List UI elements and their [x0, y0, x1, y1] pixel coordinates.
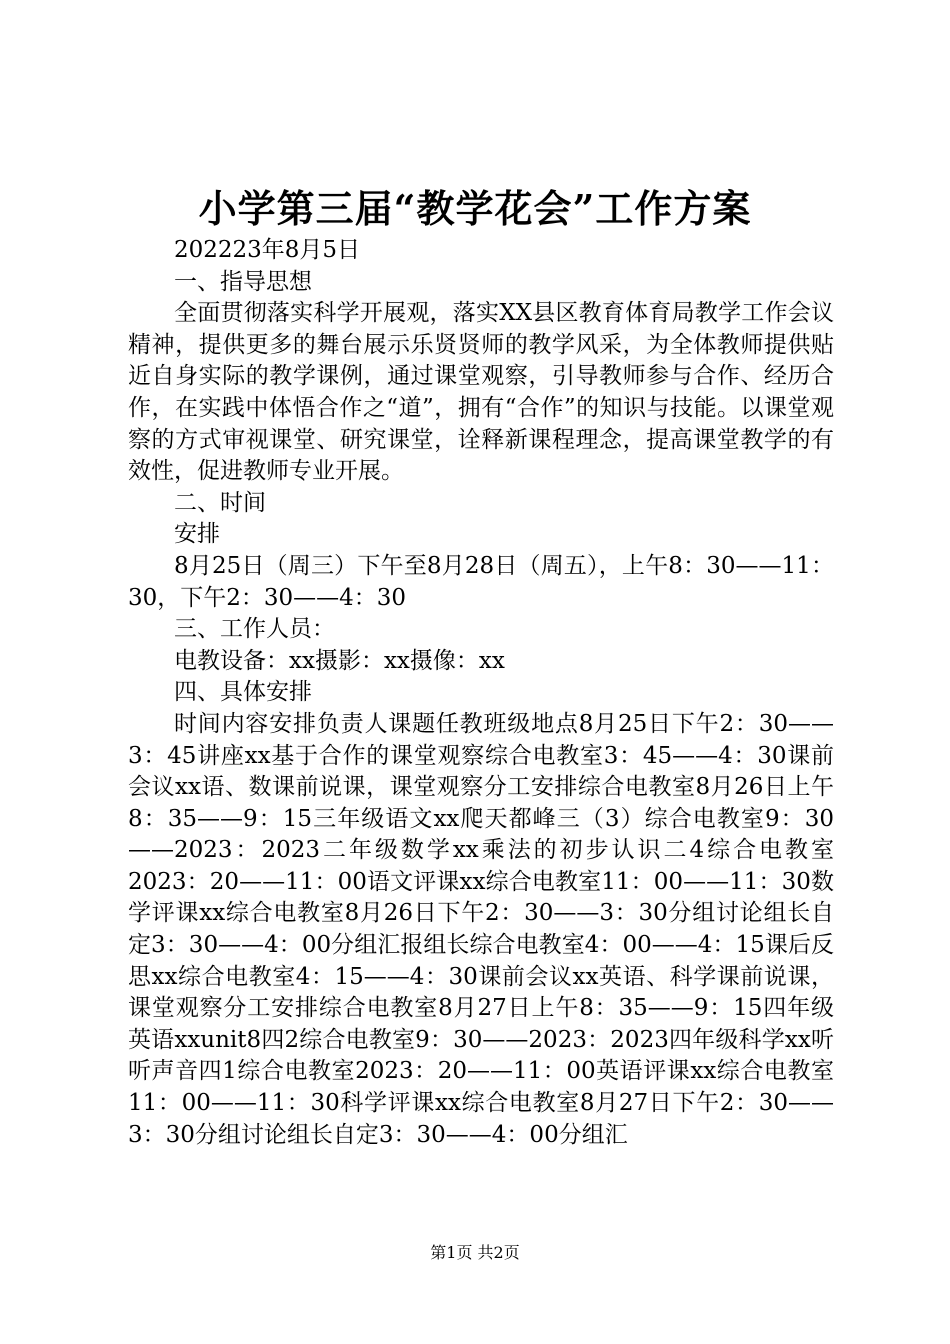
staff-paragraph: 电教设备：xx摄影：xx摄像：xx: [174, 647, 505, 674]
document-title: 小学第三届“教学花会”工作方案: [198, 186, 752, 231]
date-line: 202223年8月5日: [174, 237, 361, 263]
guiding-ideology-paragraph: 全面贯彻落实科学开展观，落实XX县区教育体育局教学工作会议精神，提供更多的舞台展示乐贤贤师的教学风采，为全体教师提供贴近自身实际的教学课例，通过课堂观察，引导教师参与合作、经历合作，在实践中体悟合作之“道”，拥有“合作”的知识与技能。以课堂观察的方式审视课堂、研究课堂，诠释新课程理念，提高课堂教学的有效性，促进教师专业开展。: [128, 300, 834, 485]
time-schedule-paragraph: 8月25日（周三）下午至8月28日（周五），上午8：30——11：30，下午2：30——4：30: [128, 552, 834, 611]
time-subheading: 安排: [174, 521, 220, 548]
arrangement-paragraph: 时间内容安排负责人课题任教班级地点8月25日下午2：30——3：45讲座xx基于合作的课堂观察综合电教室3：45——4：30课前会议xx语、数课前说课，课堂观察分工安排综合电教室8月26日上午8：35——9：15三年级语文xx爬天都峰三（3）综合电教室9：30——2023：2023二年级数学xx乘法的初步认识二4综合电教室2023：20——11：00语文评课xx综合电教室11：00——11：30数学评课xx综合电教室8月26日下午2：30——3：30分组讨论组长自定3：30——4：00分组汇报组长综合电教室4：00——4：15课后反思xx综合电教室4：15——4：30课前会议xx英语、科学课前说课，课堂观察分工安排综合电教室8月27日上午8：35——9：15四年级英语xxunit8四2综合电教室9：30——2023：2023四年级科学xx听听声音四1综合电教室2023：20——11：00英语评课xx综合电教室11：00——11：30科学评课xx综合电教室8月27日下午2：30——3：30分组讨论组长自定3：30——4：00分组汇: [128, 710, 834, 1148]
section-heading-arrangement: 四、具体安排: [174, 679, 312, 706]
section-heading-time: 二、时间: [174, 489, 266, 516]
page-number-footer: 第1页 共2页: [430, 1243, 520, 1262]
section-heading-guiding-ideology: 一、指导思想: [174, 268, 312, 295]
document-body: [128, 235, 834, 1151]
section-heading-staff: 三、工作人员：: [174, 616, 335, 643]
